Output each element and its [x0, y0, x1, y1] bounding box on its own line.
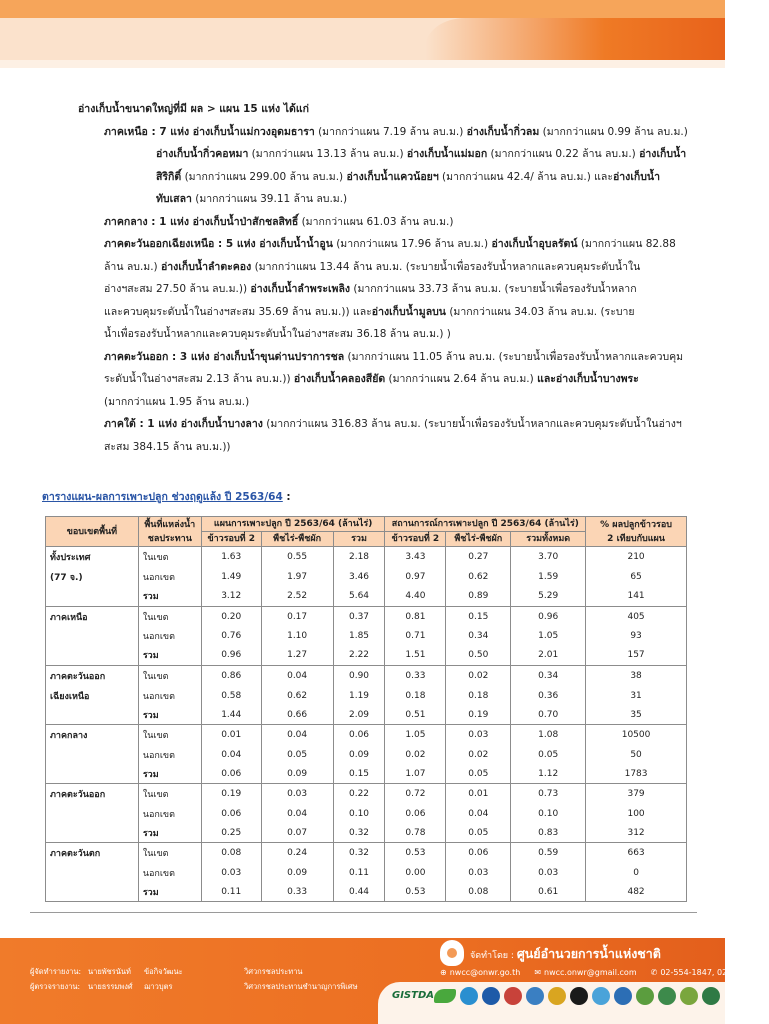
value-cell: 1783 [586, 764, 687, 783]
region-south: ภาคใต้ : 1 แห่ง อ่างเก็บน้ำบางลาง (มากกว่าแผน 316.83 ล้าน ลบ.ม. (ระบายน้ำเพื่อรองรับน้ำหลากและควบคุมระดับน้ำในอ่างฯ สะสม 384.15 ล้าน ลบ.ม.)) [104, 418, 682, 453]
value-cell: 2.22 [333, 646, 385, 665]
value-cell: 0.06 [385, 804, 446, 823]
agency-logo-icon [636, 987, 654, 1005]
agency-logo-icon [702, 987, 720, 1005]
value-cell: 0.11 [333, 863, 385, 882]
value-cell: 2.09 [333, 706, 385, 725]
table-row [46, 627, 687, 646]
value-cell: 1.51 [385, 646, 446, 665]
value-cell: 0.08 [201, 843, 261, 864]
value-cell: 0.10 [511, 804, 586, 823]
header-actual: สถานการณ์การเพาะปลูก ปี 2563/64 (ล้านไร่) [385, 517, 586, 532]
leaf-logo-icon [434, 989, 456, 1003]
value-cell: 0.04 [446, 804, 511, 823]
category-cell: รวม [138, 823, 201, 842]
table-row [46, 804, 687, 823]
value-cell: 0.03 [261, 784, 333, 805]
value-cell: 0.18 [385, 686, 446, 706]
value-cell: 0.02 [446, 665, 511, 686]
zone-cell: ภาคตะวันออก [46, 784, 139, 805]
value-cell: 482 [586, 882, 687, 901]
value-cell: 0 [586, 863, 687, 882]
credit-row-reviewer: ผู้ตรวจรายงาน: นายธรรมพงศ์ ฌาวบุตร วิศวกรชลประทานชำนาญการพิเศษ [30, 982, 358, 991]
value-cell: 0.71 [385, 627, 446, 646]
value-cell: 0.44 [333, 882, 385, 901]
table-header-row [46, 517, 687, 532]
value-cell: 0.04 [261, 804, 333, 823]
value-cell: 0.66 [261, 706, 333, 725]
value-cell: 1.49 [201, 567, 261, 587]
value-cell: 2.18 [333, 547, 385, 568]
value-cell: 100 [586, 804, 687, 823]
value-cell: 0.90 [333, 665, 385, 686]
value-cell: 1.12 [511, 764, 586, 783]
value-cell: 0.32 [333, 823, 385, 842]
value-cell: 3.43 [385, 547, 446, 568]
divider [30, 912, 697, 913]
value-cell: 0.50 [446, 646, 511, 665]
table-row [46, 843, 687, 864]
value-cell: 0.24 [261, 843, 333, 864]
table-row [46, 686, 687, 706]
value-cell: 0.04 [261, 665, 333, 686]
table-row [46, 646, 687, 665]
value-cell: 1.85 [333, 627, 385, 646]
value-cell: 0.03 [446, 863, 511, 882]
agency-logo-icon [460, 987, 478, 1005]
value-cell: 4.40 [385, 587, 446, 606]
table-body [46, 547, 687, 902]
gistda-logo: GISTDA [392, 990, 434, 1001]
category-cell: ในเขต [138, 547, 201, 568]
region-central: ภาคกลาง : 1 แห่ง อ่างเก็บน้ำป่าสักชลสิทธิ์ (มากกว่าแผน 61.03 ล้าน ลบ.ม.) [104, 215, 454, 228]
agency-logo-icon [592, 987, 610, 1005]
value-cell: 1.07 [385, 764, 446, 783]
value-cell: 0.19 [201, 784, 261, 805]
reservoir-summary [78, 98, 698, 458]
value-cell: 0.02 [446, 745, 511, 764]
value-cell: 1.05 [511, 627, 586, 646]
zone-cell [46, 587, 139, 606]
zone-cell [46, 823, 139, 842]
value-cell: 0.06 [201, 804, 261, 823]
header-actual-rice2: ข้าวรอบที่ 2 [385, 532, 446, 547]
value-cell: 0.34 [446, 627, 511, 646]
agency-logo-icon [570, 987, 588, 1005]
table-row [46, 882, 687, 901]
value-cell: 0.11 [201, 882, 261, 901]
value-cell: 3.12 [201, 587, 261, 606]
value-cell: 1.44 [201, 706, 261, 725]
value-cell: 1.59 [511, 567, 586, 587]
value-cell: 157 [586, 646, 687, 665]
value-cell: 0.05 [511, 745, 586, 764]
category-cell: ในเขต [138, 784, 201, 805]
footer-contact [440, 968, 769, 977]
footer [0, 938, 769, 1024]
zone-cell: ภาคกลาง [46, 725, 139, 746]
value-cell: 50 [586, 745, 687, 764]
category-cell: ในเขต [138, 725, 201, 746]
zone-cell: ภาคตะวันออก [46, 665, 139, 686]
value-cell: 0.83 [511, 823, 586, 842]
header-band [0, 0, 725, 18]
table-row [46, 606, 687, 627]
category-cell: ในเขต [138, 665, 201, 686]
value-cell: 379 [586, 784, 687, 805]
value-cell: 5.64 [333, 587, 385, 606]
value-cell: 0.73 [511, 784, 586, 805]
table-title: ตารางแผน-ผลการเพาะปลูก ช่วงฤดูแล้ง ปี 2563/64 : [42, 491, 291, 503]
category-cell: รวม [138, 882, 201, 901]
value-cell: 0.22 [333, 784, 385, 805]
value-cell: 0.10 [333, 804, 385, 823]
header-swoosh [425, 18, 725, 60]
footer-byline: จัดทำโดย : ศูนย์อำนวยการน้ำแห่งชาติ [470, 946, 661, 961]
mascot-logo-icon [440, 940, 464, 966]
value-cell: 0.78 [385, 823, 446, 842]
mail-icon: ✉ [534, 968, 542, 977]
value-cell: 0.72 [385, 784, 446, 805]
table-row [46, 823, 687, 842]
value-cell: 0.20 [201, 606, 261, 627]
value-cell: 0.96 [201, 646, 261, 665]
phone-icon: ✆ [650, 968, 658, 977]
value-cell: 0.25 [201, 823, 261, 842]
value-cell: 0.09 [261, 764, 333, 783]
value-cell: 1.08 [511, 725, 586, 746]
value-cell: 0.37 [333, 606, 385, 627]
value-cell: 0.36 [511, 686, 586, 706]
value-cell: 0.18 [446, 686, 511, 706]
value-cell: 0.08 [446, 882, 511, 901]
contact-website[interactable]: ⊕ nwcc@onwr.go.th [440, 968, 521, 977]
value-cell: 0.32 [333, 843, 385, 864]
value-cell: 0.02 [385, 745, 446, 764]
agency-logo-icon [658, 987, 676, 1005]
zone-cell [46, 764, 139, 783]
value-cell: 1.05 [385, 725, 446, 746]
agency-logo-icon [614, 987, 632, 1005]
intro-line: อ่างเก็บน้ำขนาดใหญ่ที่มี ผล > แผน 15 แห่ง ได้แก่ [78, 103, 309, 115]
value-cell: 0.34 [511, 665, 586, 686]
table-row [46, 587, 687, 606]
category-cell: ในเขต [138, 843, 201, 864]
value-cell: 5.29 [511, 587, 586, 606]
header-zone: ขอบเขตพื้นที่ [46, 517, 139, 547]
value-cell: 35 [586, 706, 687, 725]
value-cell: 0.58 [201, 686, 261, 706]
value-cell: 0.04 [201, 745, 261, 764]
value-cell: 0.09 [333, 745, 385, 764]
value-cell: 405 [586, 606, 687, 627]
category-cell: นอกเขต [138, 567, 201, 587]
value-cell: 0.55 [261, 547, 333, 568]
agency-logo-icon [482, 987, 500, 1005]
value-cell: 0.97 [385, 567, 446, 587]
category-cell: นอกเขต [138, 745, 201, 764]
category-cell: ในเขต [138, 606, 201, 627]
table-row [46, 567, 687, 587]
header-stripe [0, 60, 725, 68]
zone-cell [46, 646, 139, 665]
value-cell: 31 [586, 686, 687, 706]
value-cell: 0.03 [201, 863, 261, 882]
zone-cell [46, 745, 139, 764]
value-cell: 93 [586, 627, 687, 646]
category-cell: รวม [138, 587, 201, 606]
value-cell: 0.61 [511, 882, 586, 901]
zone-cell [46, 627, 139, 646]
category-cell: นอกเขต [138, 627, 201, 646]
value-cell: 0.76 [201, 627, 261, 646]
value-cell: 0.05 [446, 823, 511, 842]
value-cell: 0.59 [511, 843, 586, 864]
value-cell: 65 [586, 567, 687, 587]
value-cell: 1.27 [261, 646, 333, 665]
value-cell: 210 [586, 547, 687, 568]
value-cell: 141 [586, 587, 687, 606]
value-cell: 0.70 [511, 706, 586, 725]
credit-row-author: ผู้จัดทำรายงาน: นายพัชรนันท์ ข้อกิจวัฒนะ วิศวกรชลประทาน [30, 967, 303, 976]
table-row [46, 725, 687, 746]
zone-cell: ภาคเหนือ [46, 606, 139, 627]
zone-cell: ภาคตะวันตก [46, 843, 139, 864]
value-cell: 0.62 [261, 686, 333, 706]
table-row [46, 863, 687, 882]
value-cell: 0.06 [446, 843, 511, 864]
category-cell: นอกเขต [138, 863, 201, 882]
value-cell: 0.06 [333, 725, 385, 746]
table-row [46, 665, 687, 686]
category-cell: นอกเขต [138, 804, 201, 823]
value-cell: 0.86 [201, 665, 261, 686]
value-cell: 1.63 [201, 547, 261, 568]
region-east: ภาคตะวันออก : 3 แห่ง อ่างเก็บน้ำขุนด่านปราการชล (มากกว่าแผน 11.05 ล้าน ลบ.ม. (ระบายน้ำเพื่อรองรับน้ำหลากและควบคุม ระดับน้ำในอ่างฯสะสม 2.13 ล้าน ลบ.ม.)) อ่างเก็บน้ำคลองสียัด (มากกว่าแผน 2.64 ล้าน ลบ.ม.) และอ่างเก็บน้ำบางพระ (มากกว่าแผน 1.95 ล้าน ลบ.ม.) [104, 350, 684, 408]
value-cell: 10500 [586, 725, 687, 746]
category-cell: รวม [138, 646, 201, 665]
value-cell: 38 [586, 665, 687, 686]
value-cell: 0.53 [385, 882, 446, 901]
table-row [46, 784, 687, 805]
header-plan-rice2: ข้าวรอบที่ 2 [201, 532, 261, 547]
table-row [46, 706, 687, 725]
value-cell: 0.09 [261, 863, 333, 882]
header-plan-total: รวม [333, 532, 385, 547]
zone-cell [46, 863, 139, 882]
category-cell: รวม [138, 764, 201, 783]
value-cell: 0.03 [446, 725, 511, 746]
value-cell: 663 [586, 843, 687, 864]
header-actual-field: พืชไร่-พืชผัก [446, 532, 511, 547]
agency-logo-icon [504, 987, 522, 1005]
category-cell: นอกเขต [138, 686, 201, 706]
value-cell: 0.89 [446, 587, 511, 606]
value-cell: 2.52 [261, 587, 333, 606]
value-cell: 0.00 [385, 863, 446, 882]
header-actual-total: รวมทั้งหมด [511, 532, 586, 547]
value-cell: 1.97 [261, 567, 333, 587]
category-cell: รวม [138, 706, 201, 725]
zone-cell [46, 882, 139, 901]
globe-icon: ⊕ [440, 968, 447, 977]
value-cell: 0.51 [385, 706, 446, 725]
zone-cell: ทั้งประเทศ [46, 547, 139, 568]
agency-logo-icon [548, 987, 566, 1005]
value-cell: 0.81 [385, 606, 446, 627]
value-cell: 0.17 [261, 606, 333, 627]
table-row [46, 547, 687, 568]
value-cell: 0.53 [385, 843, 446, 864]
value-cell: 0.01 [446, 784, 511, 805]
table-row [46, 764, 687, 783]
value-cell: 0.27 [446, 547, 511, 568]
value-cell: 0.06 [201, 764, 261, 783]
region-northeast: ภาคตะวันออกเฉียงเหนือ : 5 แห่ง อ่างเก็บน้ำน้ำอูน (มากกว่าแผน 17.96 ล้าน ลบ.ม.) อ่างเก็บน้ำอุบลรัตน์ (มากกว่าแผน 82.88 ล้าน ลบ.ม.) อ่างเก็บน้ำลำตะคอง (มากกว่าแผน 13.44 ล้าน ลบ.ม. (ระบายน้ำเพื่อรองรับน้ำหลากและควบคุมระดับน้ำใน อ่างฯสะสม 27.50 ล้าน ลบ.ม.)) อ่างเก็บน้ำลำพระเพลิง (มากกว่าแผน 33.73 ล้าน ลบ.ม. (ระบายน้ำเพื่อรองรับน้ำหลาก และควบคุมระดับน้ำในอ่างฯสะสม 35.69 ล้าน ลบ.ม.)) และอ่างเก็บน้ำมูลบน (มากกว่าแผน 34.03 ล้าน ลบ.ม. (ระบาย น้ำเพื่อรองรับน้ำหลากและควบคุมระดับน้ำในอ่างฯสะสม 36.18 ล้าน ลบ.ม.) ) [104, 238, 676, 340]
header-plan-field: พืชไร่-พืชผัก [261, 532, 333, 547]
value-cell: 3.46 [333, 567, 385, 587]
zone-cell: (77 จ.) [46, 567, 139, 587]
table-row [46, 745, 687, 764]
value-cell: 0.15 [333, 764, 385, 783]
header-plan: แผนการเพาะปลูก ปี 2563/64 (ล้านไร่) [201, 517, 385, 532]
value-cell: 2.01 [511, 646, 586, 665]
value-cell: 0.04 [261, 725, 333, 746]
agency-logo-icon [680, 987, 698, 1005]
value-cell: 312 [586, 823, 687, 842]
value-cell: 0.05 [446, 764, 511, 783]
value-cell: 0.33 [261, 882, 333, 901]
contact-email[interactable]: ✉ nwcc.onwr@gmail.com [534, 968, 637, 977]
contact-phone[interactable]: ✆ 02-554-1847, 02-554-1800 [650, 968, 769, 977]
zone-cell [46, 706, 139, 725]
header-area: พื้นที่แหล่งน้ำ ชลประทาน [138, 517, 201, 547]
value-cell: 0.01 [201, 725, 261, 746]
zone-cell [46, 804, 139, 823]
value-cell: 0.07 [261, 823, 333, 842]
value-cell: 1.10 [261, 627, 333, 646]
partner-logos [392, 987, 720, 1005]
crop-plan-table [45, 516, 687, 902]
zone-cell: เฉียงเหนือ [46, 686, 139, 706]
value-cell: 0.96 [511, 606, 586, 627]
value-cell: 0.19 [446, 706, 511, 725]
region-north: ภาคเหนือ : 7 แห่ง อ่างเก็บน้ำแม่กวงอุดมธารา (มากกว่าแผน 7.19 ล้าน ลบ.ม.) อ่างเก็บน้ำกิ่วลม (มากกว่าแผน 0.99 ล้าน ลบ.ม.) อ่างเก็บน้ำกิ่วคอหมา (มากกว่าแผน 13.13 ล้าน ลบ.ม.) อ่างเก็บน้ำแม่มอก (มากกว่าแผน 0.22 ล้าน ลบ.ม.) อ่างเก็บน้ำ สิริกิติ์ (มากกว่าแผน 299.00 ล้าน ลบ.ม.) อ่างเก็บน้ำแควน้อยฯ (มากกว่าแผน 42.4/ ล้าน ลบ.ม.) และอ่างเก็บน้ำ ทับเสลา (มากกว่าแผน 39.11 ล้าน ลบ.ม.) [104, 125, 688, 205]
value-cell: 3.70 [511, 547, 586, 568]
value-cell: 0.15 [446, 606, 511, 627]
header-pct: % ผลปลูกข้าวรอบ 2 เทียบกับแผน [586, 517, 687, 547]
value-cell: 1.19 [333, 686, 385, 706]
value-cell: 0.03 [511, 863, 586, 882]
value-cell: 0.05 [261, 745, 333, 764]
value-cell: 0.33 [385, 665, 446, 686]
value-cell: 0.62 [446, 567, 511, 587]
agency-logo-icon [526, 987, 544, 1005]
